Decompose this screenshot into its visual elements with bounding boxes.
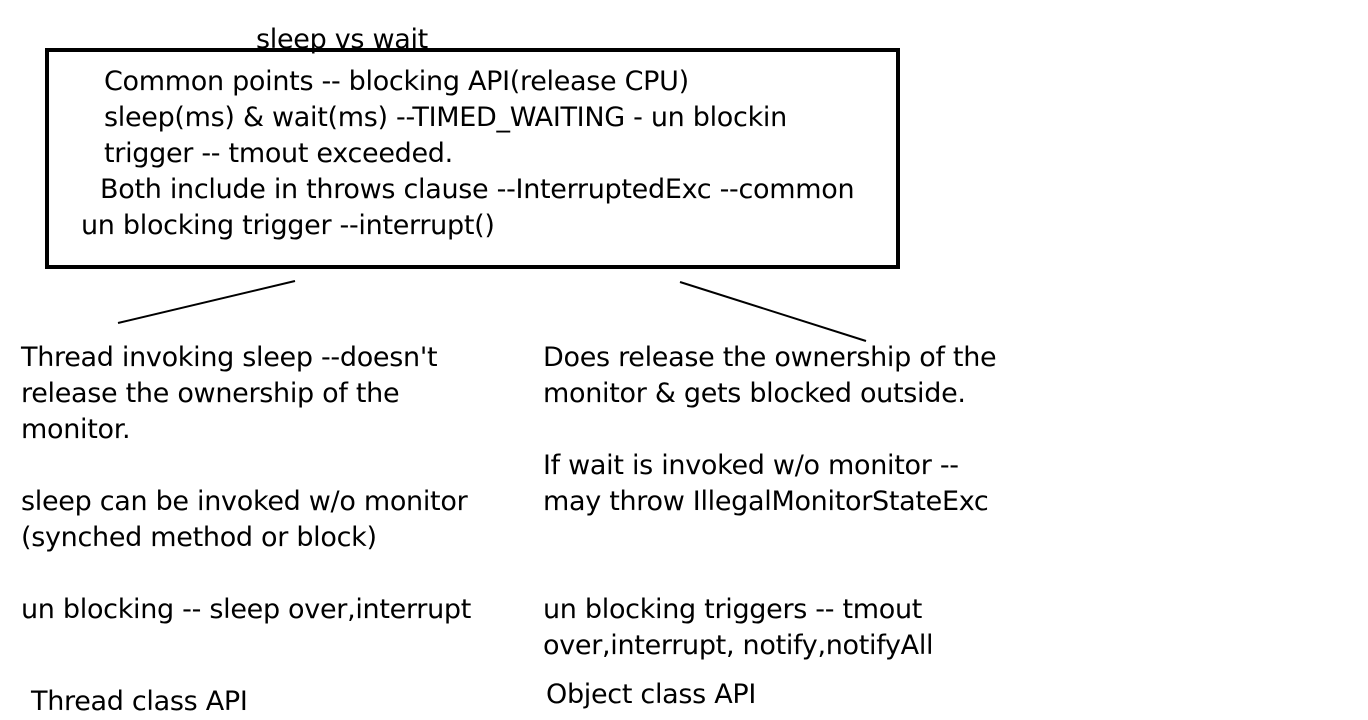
common-point-line: Both include in throws clause --InterruptedExc --common (100, 174, 855, 205)
sleep-ownership-line: Thread invoking sleep --doesn't (21, 342, 438, 373)
sleep-monitor-line: (synched method or block) (21, 522, 377, 553)
wait-unblocking-line: un blocking triggers -- tmout (543, 594, 923, 625)
connector-wait (680, 282, 866, 341)
thread-class-api-label: Thread class API (31, 686, 248, 717)
common-point-line: Common points -- blocking API(release CPU) (104, 66, 689, 97)
object-class-api-label: Object class API (546, 679, 757, 710)
wait-unblocking-line: over,interrupt, notify,notifyAll (543, 630, 934, 661)
wait-ownership-line: monitor & gets blocked outside. (543, 378, 966, 409)
wait-ownership-line: Does release the ownership of the (543, 342, 997, 373)
sleep-unblocking: un blocking -- sleep over,interrupt (21, 594, 472, 625)
connector-sleep (118, 281, 295, 323)
common-point-line: sleep(ms) & wait(ms) --TIMED_WAITING - un blockin (104, 102, 787, 133)
common-point-line: un blocking trigger --interrupt() (81, 210, 495, 241)
wait-monitor-line: may throw IllegalMonitorStateExc (543, 486, 989, 517)
sleep-ownership-line: monitor. (21, 414, 131, 445)
common-point-line: trigger -- tmout exceeded. (104, 138, 453, 169)
wait-monitor-line: If wait is invoked w/o monitor -- (543, 450, 959, 481)
diagram-title: sleep vs wait (256, 24, 428, 55)
sleep-ownership-line: release the ownership of the (21, 378, 400, 409)
sleep-monitor-line: sleep can be invoked w/o monitor (21, 486, 468, 517)
